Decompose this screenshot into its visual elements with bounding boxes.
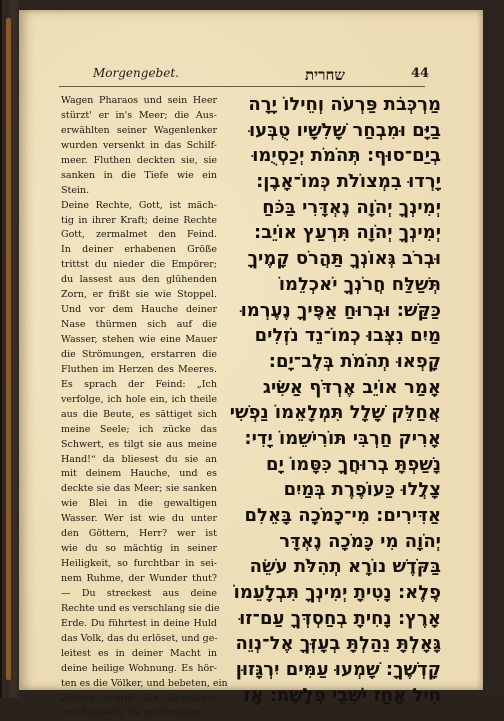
german-line: deckte sie das Meer; sie sanken [61,483,217,495]
german-line: Und vor dem Hauche deiner [61,304,217,316]
hebrew-line: יְמִינְךָ יְהֹוָה תִּרְעַץ אוֹיֵב: [254,222,441,244]
german-line: In deiner erhabenen Größe [61,244,217,256]
hebrew-line: כַּקַּשׁ: וּבְרוּחַ אַפֶּיךָ נֶעֶרְמוּ [240,299,441,321]
hebrew-line: אָרֶץ: נָחִיתָ בְחַסְדְּךָ עַם־זוּ [239,607,441,629]
german-line: leitest es in deiner Macht in [61,647,217,659]
hebrew-line: אֲחַלֵּק שָׁלָל תִּמְלָאֵמוֹ נַפְשִׁי [229,402,441,424]
hebrew-line: נָשַׁפְתָּ בְרוּחֲךָ כִּסָּמוֹ יָם [266,453,441,475]
german-line: Zittern ergriff die Bewohner [61,692,217,704]
german-line: — Du streckest aus deine [61,587,217,599]
german-line: Wasser. Wer ist wie du unter [61,513,217,525]
german-line: Fluthen im Herzen des Meeres. [61,363,217,375]
hebrew-line: אַדִּירִים: מִי־כָמֹכָה בָּאֵלִם [244,505,441,526]
german-line: die Strömungen, erstarren die [61,348,217,360]
running-title-hebrew: שחרית [305,66,345,84]
header-rule [59,86,425,87]
left-border [0,0,2,698]
hebrew-line: בַיָּם וּמִבְחַר שָׁלִשָׁיו טֻבְּעוּ [248,119,441,141]
hebrew-line: מַיִם נִצְּבוּ כְמוֹ־נֵד נֹזְלִים [254,325,441,347]
german-line: Deine Rechte, Gott, ist mäch- [61,199,217,211]
german-line: mit deinem Hauche, und es [61,468,217,480]
german-line: deine heilige Wohnung. Es hör- [61,662,217,674]
german-line: wie du so mächtig in seiner [61,543,217,555]
german-line: stürzt' er in's Meer; die Aus- [61,109,217,121]
hebrew-line: וּבְרֹב גְּאוֹנְךָ תַּהֲרֹס קָמֶיךָ [247,248,441,270]
page-number: 44 [411,66,430,81]
hebrew-line: גָּאָלְתָּ נֵהַלְתָּ בְעָזְּךָ אֶל־נְוֵה [235,633,441,655]
german-line: meine Seele; ich zücke das [61,423,217,435]
hebrew-line: בַּקֹּדֶשׁ נוֹרָא תְהִלֹּת עֹשֵׂה [249,556,441,578]
german-line: aus die Beute, es sättiget sich [61,408,217,420]
german-line: Erde. Du führtest in deine Huld [61,617,217,629]
hebrew-line: צָלֲלוּ כַּעוֹפֶרֶת בְּמַיִם [283,479,441,501]
german-line: Es sprach der Feind: „Ich [61,378,217,390]
german-line: nem Ruhme, der Wunder thut? [61,573,217,584]
german-line: wurden versenkt in das Schilf- [61,139,217,151]
german-line: Gott, zermalmet den Feind. [61,229,217,241]
german-line: wie Blei in die gewaltigen [61,498,217,510]
german-line: das Volk, das du erlöset, und ge- [61,632,218,644]
german-line: ten es die Völker, und bebeten, ein [61,677,228,689]
german-line: trittst du nieder die Empörer; [61,259,217,271]
hebrew-line: בְיַם־סוּף: תְּהֹמֹת יְכַסְיֻמוּ [252,145,441,167]
hebrew-line: מַרְכְּבֹת פַּרְעֹה וְחֵילוֹ יָרָה [248,94,441,115]
hebrew-line: יְמִינְךָ יְהֹוָה נֶאְדָּרִי בַּכֹּחַ [262,196,441,218]
german-line: erwählten seiner Wagenlenker [61,124,217,136]
german-line: verfolge, ich hole ein, ich theile [61,393,217,405]
hebrew-text-column [221,92,441,706]
german-line: Zorn, er frißt sie wie Stoppel. [61,289,217,301]
binding-spine [6,18,11,680]
german-line: Nase thürmen sich auf die [61,319,217,331]
running-title-german: Morgengebet. [93,66,179,80]
hebrew-line: תְּשַׁלַּח חֲרֹנְךָ יֹאכְלֵמוֹ [278,273,441,295]
german-line: den Göttern, Herr? wer ist [61,528,217,540]
german-line: Schwert, es tilgt sie aus meine [61,438,217,450]
german-line: Stein. [61,184,90,196]
german-line: Heiligkeit, so furchtbar in sei- [61,558,217,570]
german-line: Wasser, stehen wie eine Mauer [61,334,217,345]
hebrew-line: קָדְשֶׁךָ: שָׁמְעוּ עַמִּים יִרְגָּזוּן [235,659,441,681]
german-translation-column [61,94,228,719]
hebrew-line: יָרְדוּ בִמְצוֹלֹת כְּמוֹ־אָבֶן: [256,171,441,193]
german-line: sanken in die Tiefe wie ein [61,169,217,181]
hebrew-line: קָפְאוּ תְהֹמֹת בְּלֶב־יָם: [268,350,441,372]
hebrew-line: חִיל אָחַז יֹשְׁבֵי פְּלָשֶׁת: אָז [243,684,441,706]
german-line: von Peleseth. Da erschracken [61,707,204,719]
hebrew-line: אָרִיק חַרְבִּי תּוֹרִישֵׁמוֹ יָדִי: [244,427,441,449]
hebrew-line: אָמַר אוֹיֵב אֶרְדֹּף אַשִּׂיג [262,376,441,398]
german-line: du lassest aus den glühenden [61,274,217,286]
german-line: Hand!“ da bliesest du sie an [61,453,217,465]
german-line: Rechte und es verschlang sie die [61,602,220,614]
hebrew-line: יְהֹוָה מִי כָּמֹכָה נֶאְדָּר [279,530,441,552]
hebrew-line: פֶלֶא: נָטִיתָ יְמִינְךָ תִּבְלָעֵמוֹ [233,582,441,604]
german-line: Wagen Pharaos und sein Heer [61,95,217,106]
book-page [19,10,483,719]
german-line: tig in ihrer Kraft; deine Rechte [61,214,217,226]
german-line: meer. Fluthen deckten sie, sie [61,154,217,166]
